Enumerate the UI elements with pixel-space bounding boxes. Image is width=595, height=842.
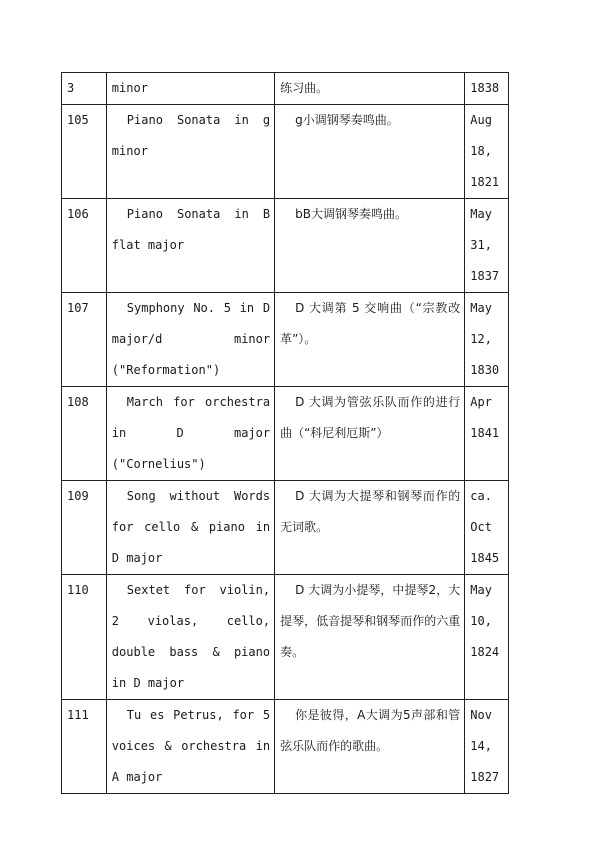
table-row [62, 199, 509, 293]
work-number: 110 [62, 575, 107, 700]
work-title-chinese: D 大调为大提琴和钢琴而作的无词歌。 [275, 481, 465, 575]
work-date [465, 481, 509, 575]
work-number: 111 [62, 700, 107, 794]
work-date [465, 700, 509, 794]
work-title-chinese: D 大调为小提琴，中提琴2，大提琴，低音提琴和钢琴而作的六重奏。 [275, 575, 465, 700]
table-row [62, 700, 509, 794]
work-title: Symphony No. 5 in D major/d minor ("Reformation") [106, 293, 274, 387]
work-title: minor [106, 73, 274, 105]
table-row [62, 387, 509, 481]
date-line: 1830 [470, 363, 500, 377]
work-title-chinese: g小调钢琴奏鸣曲。 [275, 105, 465, 199]
work-number: 106 [62, 199, 107, 293]
date-line: 1827 [470, 770, 500, 784]
date-line: Apr [470, 395, 492, 409]
date-line: ca. [470, 489, 492, 503]
table-row [62, 481, 509, 575]
work-date [465, 387, 509, 481]
work-title-chinese: D 大调第 5 交响曲（“宗教改革”）。 [275, 293, 465, 387]
date-line: 1838 [470, 81, 500, 95]
work-date [465, 199, 509, 293]
work-title: Piano Sonata in g minor [106, 105, 274, 199]
work-date [465, 293, 509, 387]
work-title: Piano Sonata in B flat major [106, 199, 274, 293]
work-title: March for orchestra in D major ("Cornelius") [106, 387, 274, 481]
work-title-chinese: 练习曲。 [275, 73, 465, 105]
date-line: 1821 [470, 175, 500, 189]
work-title: Song without Words for cello & piano in D major [106, 481, 274, 575]
date-line: Nov [470, 708, 492, 722]
date-line: May [470, 207, 492, 221]
table-row [62, 73, 509, 105]
work-title: Tu es Petrus, for 5 voices & orchestra in A major [106, 700, 274, 794]
date-line: 1824 [470, 645, 500, 659]
work-date [465, 575, 509, 700]
table-row [62, 293, 509, 387]
work-number: 107 [62, 293, 107, 387]
work-number: 109 [62, 481, 107, 575]
work-date [465, 73, 509, 105]
work-title: Sextet for violin, 2 violas, cello, double bass & piano in D major [106, 575, 274, 700]
date-line: Oct [470, 520, 492, 534]
date-line: 1845 [470, 551, 500, 565]
table-row [62, 575, 509, 700]
date-line: 18, [470, 144, 492, 158]
work-date [465, 105, 509, 199]
table-row [62, 105, 509, 199]
date-line: May [470, 583, 492, 597]
work-number: 3 [62, 73, 107, 105]
date-line: 1841 [470, 426, 500, 440]
date-line: 1837 [470, 269, 500, 283]
work-title-chinese: bB大调钢琴奏鸣曲。 [275, 199, 465, 293]
date-line: 12, [470, 332, 492, 346]
date-line: May [470, 301, 492, 315]
date-line: 10, [470, 614, 492, 628]
work-number: 108 [62, 387, 107, 481]
work-number: 105 [62, 105, 107, 199]
works-catalog-table [61, 72, 509, 794]
date-line: 31, [470, 238, 492, 252]
date-line: 14, [470, 739, 492, 753]
date-line: Aug [470, 113, 492, 127]
work-title-chinese: 你是彼得，A大调为5声部和管弦乐队而作的歌曲。 [275, 700, 465, 794]
work-title-chinese: D 大调为管弦乐队而作的进行曲（“科尼利厄斯”） [275, 387, 465, 481]
